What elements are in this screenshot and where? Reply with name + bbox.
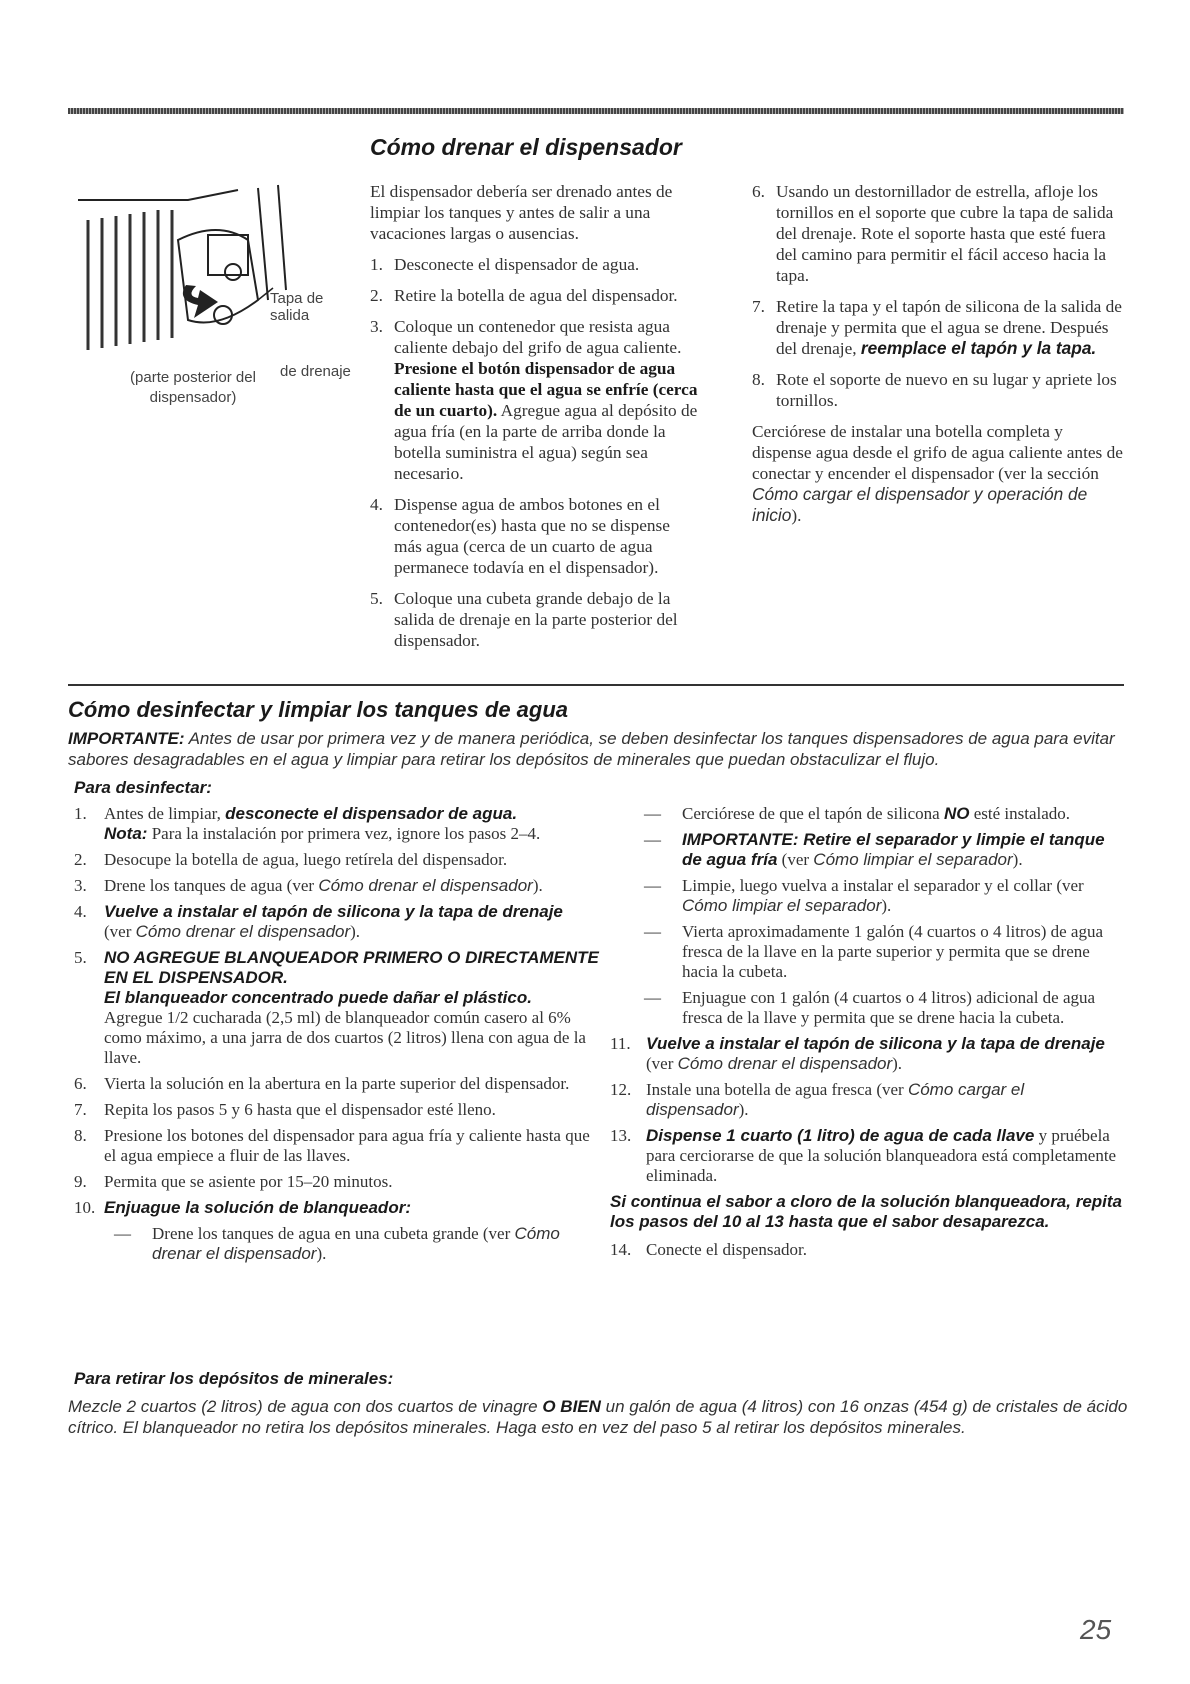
- drain-step: [370, 316, 700, 484]
- step-text: Desconecte el dispensador de agua.: [394, 255, 640, 274]
- section-title-disinfect: Cómo desinfectar y limpiar los tanques de agua: [68, 697, 569, 722]
- item-ref: Cómo drenar el dispensador: [135, 922, 351, 941]
- minerals-text-c: un galón de agua (4 litros) con 16 onzas (454 g) de cristales de ácido cítrico. El blanqueador no retira los depósitos minerales. Haga esto en vez del paso 5 al retirar los depósitos minerales.: [68, 1397, 1128, 1437]
- list-item: [74, 1074, 604, 1094]
- subhead-minerals: Para retirar los depósitos de minerales:: [74, 1369, 394, 1388]
- item-number: 5.: [74, 948, 87, 967]
- list-item: [610, 1034, 1128, 1074]
- dash-mark: —: [114, 1224, 131, 1243]
- step-bold-italic: reemplace el tapón y la tapa.: [860, 338, 1097, 358]
- drain-step: [752, 181, 1124, 286]
- sub-item: [610, 804, 1128, 824]
- item-warning-2: El blanqueador concentrado puede dañar el plástico.: [104, 988, 532, 1007]
- item-number: 14.: [610, 1240, 632, 1259]
- item-number: 8.: [74, 1126, 87, 1145]
- step-number: 5.: [370, 589, 383, 608]
- item-warning: NO AGREGUE BLANQUEADOR PRIMERO O DIRECTAMENTE EN EL DISPENSADOR.: [104, 948, 599, 987]
- item-text: Enjuague con 1 galón (4 cuartos o 4 litros) adicional de agua fresca de la llave y permita que se drene hacia la cubeta.: [682, 988, 1096, 1027]
- minerals-or: O BIEN: [542, 1397, 601, 1416]
- item-text: Vierta la solución en la abertura en la parte superior del dispensador.: [104, 1074, 570, 1093]
- item-end: ).: [1012, 850, 1023, 869]
- item-number: 12.: [610, 1080, 632, 1099]
- item-text: Permita que se asiente por 15–20 minutos.: [104, 1172, 393, 1191]
- step-number: 4.: [370, 495, 383, 514]
- list-item: [74, 902, 604, 942]
- closing-end: ).: [791, 506, 802, 525]
- item-end: ).: [738, 1100, 749, 1119]
- item-text: Drene los tanques de agua en una cubeta grande (ver: [152, 1224, 515, 1243]
- item-number: 2.: [74, 850, 87, 869]
- disinfect-list-left: [74, 804, 604, 1270]
- item-text: Repita los pasos 5 y 6 hasta que el dispensador esté lleno.: [104, 1100, 496, 1119]
- item-text: (ver: [777, 850, 814, 869]
- drain-column-right: [752, 181, 1124, 536]
- step-number: 7.: [752, 297, 765, 316]
- item-bold: desconecte el dispensador de agua.: [225, 804, 518, 823]
- note-label: Nota:: [104, 824, 148, 843]
- item-text: y pruébela para cerciorarse de que la solución blanqueadora está completamente eliminada.: [646, 1126, 1117, 1185]
- item-number: 13.: [610, 1126, 632, 1145]
- sub-item: [74, 1224, 604, 1264]
- item-text: Antes de limpiar,: [104, 804, 226, 823]
- item-text: (ver: [104, 922, 136, 941]
- item-text: Drene los tanques de agua (ver: [104, 876, 319, 895]
- item-end: ).: [532, 876, 543, 895]
- closing-text: Cerciórese de instalar una botella completa y dispense agua desde el grifo de agua caliente antes de conectar y encender el dispensador (ver la sección: [752, 422, 1123, 483]
- item-text: Cerciórese de que el tapón de silicona: [682, 804, 944, 823]
- subhead-disinfect: Para desinfectar:: [74, 778, 212, 797]
- item-ref: Cómo drenar el dispensador: [318, 876, 533, 895]
- sub-item: [610, 830, 1128, 870]
- step-number: 8.: [752, 370, 765, 389]
- item-end: ).: [881, 896, 892, 915]
- item-bold: Dispense 1 cuarto (1 litro) de agua de cada llave: [646, 1126, 1035, 1145]
- drain-step: [370, 494, 700, 578]
- list-item: [74, 948, 604, 1068]
- item-bold: NO: [943, 804, 970, 823]
- dispenser-rear-illustration: [68, 180, 360, 390]
- disinfect-intro: [68, 728, 1128, 770]
- item-number: 10.: [74, 1198, 96, 1217]
- item-number: 9.: [74, 1172, 87, 1191]
- item-number: 1.: [74, 804, 87, 823]
- drain-step: [752, 296, 1124, 359]
- sub-item: [610, 876, 1128, 916]
- chlorine-warning: Si continua el sabor a cloro de la solución blanqueadora, repita los pasos del 10 al 13 hasta que el sabor desaparezca.: [610, 1192, 1123, 1231]
- step-number: 2.: [370, 286, 383, 305]
- item-end: ).: [316, 1244, 327, 1263]
- minerals-text: [68, 1396, 1128, 1438]
- important-label: IMPORTANTE:: [68, 729, 185, 748]
- item-bold: Vuelve a instalar el tapón de silicona y la tapa de drenaje: [646, 1034, 1105, 1053]
- list-item: [610, 1080, 1128, 1120]
- list-item: [610, 1240, 1128, 1260]
- sub-item: [610, 922, 1128, 982]
- figure-label-drenaje: de drenaje: [280, 363, 351, 380]
- step-text: Coloque un contenedor que resista agua caliente debajo del grifo de agua caliente.: [394, 317, 682, 357]
- item-ref: Cómo cargar el dispensador: [646, 1080, 1025, 1119]
- step-text: Retire la tapa y el tapón de silicona de la salida de drenaje y permita que el agua se drene. Después del drenaje,: [776, 297, 1122, 358]
- drain-intro: El dispensador debería ser drenado antes de limpiar los tanques y antes de salir a una vacaciones largas o ausencias.: [370, 182, 673, 243]
- dash-mark: —: [644, 876, 661, 895]
- drain-step: [370, 285, 700, 306]
- item-text: Vierta aproximadamente 1 galón (4 cuartos o 4 litros) de agua fresca de la llave en la parte superior y permita que se drene hacia la cubeta.: [682, 922, 1103, 981]
- step-text: Rote el soporte de nuevo en su lugar y apriete los tornillos.: [776, 370, 1117, 410]
- list-item: [74, 850, 604, 870]
- figure-label-parte: (parte posterior del dispensador): [130, 369, 256, 406]
- item-text: Desocupe la botella de agua, luego retírela del dispensador.: [104, 850, 508, 869]
- step-number: 1.: [370, 255, 383, 274]
- minerals-text-a: Mezcle 2 cuartos (2 litros) de agua con dos cuartos de vinagre: [68, 1397, 543, 1416]
- list-item: [74, 1100, 604, 1120]
- item-bold: Enjuague la solución de blanqueador:: [104, 1198, 411, 1217]
- list-item: [74, 804, 604, 844]
- item-bold: IMPORTANTE: Retire el separador y limpie el tanque de agua fría: [682, 830, 1105, 869]
- dash-mark: —: [644, 922, 661, 941]
- drain-step: [370, 254, 700, 275]
- item-text: Agregue 1/2 cucharada (2,5 ml) de blanqueador común casero al 6% como máximo, a una jarra de dos cuartos (2 litros) llena con agua de la llave.: [104, 1008, 586, 1067]
- item-end: ).: [892, 1054, 903, 1073]
- step-text: Usando un destornillador de estrella, afloje los tornillos en el soporte que cubre la tapa de salida del drenaje. Rote el soporte hasta que esté fuera del camino para permitir el fácil acceso hacia la tapa.: [776, 182, 1114, 285]
- item-text: (ver: [646, 1054, 678, 1073]
- list-item: [74, 876, 604, 896]
- item-ref: Cómo limpiar el separador: [682, 896, 882, 915]
- list-item: [610, 1126, 1128, 1186]
- drain-closing: [752, 421, 1124, 526]
- item-text: Instale una botella de agua fresca (ver: [646, 1080, 908, 1099]
- list-item: [74, 1126, 604, 1166]
- section-title-drain: Cómo drenar el dispensador: [370, 134, 682, 160]
- item-number: 3.: [74, 876, 87, 895]
- item-number: 7.: [74, 1100, 87, 1119]
- dash-mark: —: [644, 804, 661, 823]
- item-ref: Cómo drenar el dispensador: [677, 1054, 893, 1073]
- dash-mark: —: [644, 988, 661, 1007]
- step-text: Retire la botella de agua del dispensador.: [394, 286, 678, 305]
- step-text: Agregue agua al depósito de agua fría (en la parte de arriba donde la botella suministra el agua) según sea necesario.: [394, 401, 698, 483]
- note-text: Para la instalación por primera vez, ignore los pasos 2–4.: [147, 824, 541, 843]
- drain-step: [370, 588, 700, 651]
- step-number: 3.: [370, 317, 383, 336]
- item-number: 11.: [610, 1034, 631, 1053]
- item-end: ).: [350, 922, 361, 941]
- dash-mark: —: [644, 830, 661, 849]
- item-bold: Vuelve a instalar el tapón de silicona y la tapa de drenaje: [104, 902, 563, 921]
- step-text: Coloque una cubeta grande debajo de la salida de drenaje en la parte posterior del dispensador.: [394, 589, 678, 650]
- item-number: 4.: [74, 902, 87, 921]
- sub-item: [610, 988, 1128, 1028]
- list-item: [74, 1172, 604, 1192]
- step-bold: Presione el botón dispensador de agua caliente hasta que el agua se enfríe (cerca de un cuarto).: [394, 359, 698, 420]
- figure-label-tapa: Tapa de salida: [270, 290, 324, 324]
- item-end: esté instalado.: [969, 804, 1071, 823]
- closing-ref: Cómo cargar el dispensador y operación de inicio: [752, 484, 1088, 525]
- page-number: 25: [1080, 1614, 1112, 1645]
- item-text: Presione los botones del dispensador para agua fría y caliente hasta que el agua empiece a fluir de las llaves.: [104, 1126, 590, 1165]
- item-text: Limpie, luego vuelva a instalar el separador y el collar (ver: [682, 876, 1084, 895]
- disinfect-list-right: [610, 804, 1128, 1266]
- step-number: 6.: [752, 182, 765, 201]
- list-item: [74, 1198, 604, 1218]
- drain-step: [752, 369, 1124, 411]
- top-rule: [68, 108, 1124, 114]
- drain-column-middle: [370, 181, 700, 661]
- item-text: Conecte el dispensador.: [646, 1240, 807, 1259]
- item-number: 6.: [74, 1074, 87, 1093]
- section-divider: [68, 684, 1124, 686]
- step-text: Dispense agua de ambos botones en el contenedor(es) hasta que no se dispense más agua (cerca de un cuarto de agua permanece todavía en el dispensador).: [394, 495, 670, 577]
- important-text: Antes de usar por primera vez y de manera periódica, se deben desinfectar los tanques dispensadores de agua para evitar sabores desagradables en el agua y limpiar para retirar los depósitos de minerales que puedan obstaculizar el flujo.: [68, 729, 1115, 769]
- item-ref: Cómo limpiar el separador: [813, 850, 1013, 869]
- item-ref: Cómo drenar el dispensador: [152, 1224, 560, 1263]
